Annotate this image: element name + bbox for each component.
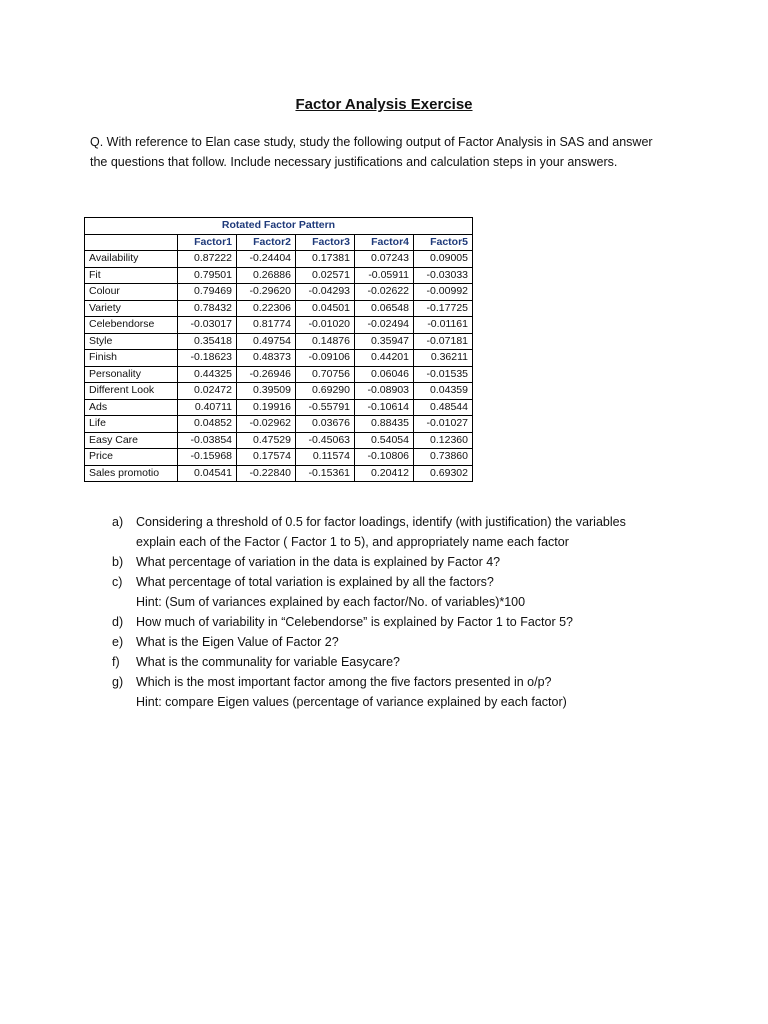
question-text-line: What percentage of total variation is explained by all the factors? bbox=[136, 575, 494, 589]
loading-value-cell: -0.05911 bbox=[355, 267, 414, 284]
loading-value-cell: 0.40711 bbox=[178, 399, 237, 416]
loading-value-cell: 0.79501 bbox=[178, 267, 237, 284]
question-label: d) bbox=[112, 615, 124, 629]
variable-name-cell: Colour bbox=[85, 284, 178, 301]
table-row bbox=[85, 333, 473, 350]
loading-value-cell: -0.55791 bbox=[296, 399, 355, 416]
loading-value-cell: -0.08903 bbox=[355, 383, 414, 400]
loading-value-cell: 0.04359 bbox=[414, 383, 473, 400]
loading-value-cell: 0.44325 bbox=[178, 366, 237, 383]
loading-value-cell: 0.47529 bbox=[237, 432, 296, 449]
variable-name-cell: Personality bbox=[85, 366, 178, 383]
loading-value-cell: 0.02571 bbox=[296, 267, 355, 284]
rotated-factor-table bbox=[84, 217, 473, 482]
loading-value-cell: 0.19916 bbox=[237, 399, 296, 416]
loading-value-cell: 0.49754 bbox=[237, 333, 296, 350]
column-header: Factor2 bbox=[237, 234, 296, 251]
loading-value-cell: 0.88435 bbox=[355, 416, 414, 433]
question-label: f) bbox=[112, 655, 120, 669]
loading-value-cell: 0.17381 bbox=[296, 251, 355, 268]
table-row bbox=[85, 284, 473, 301]
loading-value-cell: 0.22306 bbox=[237, 300, 296, 317]
loading-value-cell: 0.14876 bbox=[296, 333, 355, 350]
question-list bbox=[112, 512, 672, 712]
table-row bbox=[85, 317, 473, 334]
loading-value-cell: -0.18623 bbox=[178, 350, 237, 367]
question-intro bbox=[90, 132, 690, 172]
loading-value-cell: 0.48544 bbox=[414, 399, 473, 416]
loading-value-cell: 0.07243 bbox=[355, 251, 414, 268]
question-item bbox=[112, 572, 672, 612]
loading-value-cell: 0.44201 bbox=[355, 350, 414, 367]
loading-value-cell: -0.00992 bbox=[414, 284, 473, 301]
loading-value-cell: 0.12360 bbox=[414, 432, 473, 449]
table-row bbox=[85, 465, 473, 482]
question-text-line: Considering a threshold of 0.5 for factor loadings, identify (with justification) the variables bbox=[136, 515, 626, 529]
loading-value-cell: 0.06548 bbox=[355, 300, 414, 317]
column-header: Factor3 bbox=[296, 234, 355, 251]
question-text-line: Hint: (Sum of variances explained by each factor/No. of variables)*100 bbox=[136, 595, 526, 609]
table-row bbox=[85, 267, 473, 284]
loading-value-cell: 0.20412 bbox=[355, 465, 414, 482]
variable-name-cell: Availability bbox=[85, 251, 178, 268]
loading-value-cell: 0.73860 bbox=[414, 449, 473, 466]
question-label: e) bbox=[112, 635, 124, 649]
table-caption: Rotated Factor Pattern bbox=[85, 218, 473, 235]
question-line: the questions that follow. Include necessary justifications and calculation steps in your answers. bbox=[90, 155, 618, 169]
question-label: a) bbox=[112, 515, 124, 529]
loading-value-cell: -0.45063 bbox=[296, 432, 355, 449]
loading-value-cell: 0.04541 bbox=[178, 465, 237, 482]
loading-value-cell: -0.01535 bbox=[414, 366, 473, 383]
column-header: Factor4 bbox=[355, 234, 414, 251]
question-text-line: What is the communality for variable Easycare? bbox=[136, 655, 400, 669]
question-text-line: explain each of the Factor ( Factor 1 to 5), and appropriately name each factor bbox=[136, 535, 569, 549]
variable-name-cell: Variety bbox=[85, 300, 178, 317]
loading-value-cell: -0.29620 bbox=[237, 284, 296, 301]
loading-value-cell: 0.26886 bbox=[237, 267, 296, 284]
loading-value-cell: 0.79469 bbox=[178, 284, 237, 301]
page-title: Factor Analysis Exercise bbox=[295, 96, 473, 113]
table-corner bbox=[85, 234, 178, 251]
table-row bbox=[85, 432, 473, 449]
question-item bbox=[112, 632, 672, 652]
variable-name-cell: Celebendorse bbox=[85, 317, 178, 334]
variable-name-cell: Ads bbox=[85, 399, 178, 416]
question-label: b) bbox=[112, 555, 124, 569]
loading-value-cell: 0.48373 bbox=[237, 350, 296, 367]
question-item bbox=[112, 652, 672, 672]
loading-value-cell: -0.09106 bbox=[296, 350, 355, 367]
loading-value-cell: 0.35947 bbox=[355, 333, 414, 350]
table-row bbox=[85, 449, 473, 466]
loading-value-cell: -0.01020 bbox=[296, 317, 355, 334]
variable-name-cell: Finish bbox=[85, 350, 178, 367]
loading-value-cell: -0.07181 bbox=[414, 333, 473, 350]
loading-value-cell: -0.03017 bbox=[178, 317, 237, 334]
question-item bbox=[112, 552, 672, 572]
question-text-line: What percentage of variation in the data is explained by Factor 4? bbox=[136, 555, 501, 569]
loading-value-cell: -0.15968 bbox=[178, 449, 237, 466]
loading-value-cell: -0.02494 bbox=[355, 317, 414, 334]
loading-value-cell: 0.39509 bbox=[237, 383, 296, 400]
table-header-row bbox=[85, 234, 473, 251]
loading-value-cell: 0.11574 bbox=[296, 449, 355, 466]
question-item bbox=[112, 612, 672, 632]
variable-name-cell: Life bbox=[85, 416, 178, 433]
loading-value-cell: -0.02962 bbox=[237, 416, 296, 433]
loading-value-cell: -0.22840 bbox=[237, 465, 296, 482]
column-header: Factor5 bbox=[414, 234, 473, 251]
loading-value-cell: 0.36211 bbox=[414, 350, 473, 367]
loading-value-cell: -0.26946 bbox=[237, 366, 296, 383]
question-item bbox=[112, 512, 672, 552]
loading-value-cell: -0.02622 bbox=[355, 284, 414, 301]
loading-value-cell: -0.03854 bbox=[178, 432, 237, 449]
loading-value-cell: 0.69290 bbox=[296, 383, 355, 400]
loading-value-cell: 0.04501 bbox=[296, 300, 355, 317]
loading-value-cell: 0.35418 bbox=[178, 333, 237, 350]
table-row bbox=[85, 416, 473, 433]
table-row bbox=[85, 300, 473, 317]
table-row bbox=[85, 383, 473, 400]
table-row bbox=[85, 251, 473, 268]
variable-name-cell: Sales promotio bbox=[85, 465, 178, 482]
variable-name-cell: Fit bbox=[85, 267, 178, 284]
loading-value-cell: -0.24404 bbox=[237, 251, 296, 268]
question-text-line: Hint: compare Eigen values (percentage of variance explained by each factor) bbox=[136, 695, 567, 709]
question-item bbox=[112, 672, 672, 712]
loading-value-cell: -0.17725 bbox=[414, 300, 473, 317]
variable-name-cell: Different Look bbox=[85, 383, 178, 400]
table-row bbox=[85, 350, 473, 367]
question-label: c) bbox=[112, 575, 123, 589]
loading-value-cell: 0.09005 bbox=[414, 251, 473, 268]
question-text-line: What is the Eigen Value of Factor 2? bbox=[136, 635, 339, 649]
loading-value-cell: -0.01027 bbox=[414, 416, 473, 433]
loading-value-cell: 0.02472 bbox=[178, 383, 237, 400]
loading-value-cell: -0.10806 bbox=[355, 449, 414, 466]
loading-value-cell: -0.01161 bbox=[414, 317, 473, 334]
loading-value-cell: -0.15361 bbox=[296, 465, 355, 482]
loading-value-cell: 0.78432 bbox=[178, 300, 237, 317]
loading-value-cell: 0.06046 bbox=[355, 366, 414, 383]
loading-value-cell: 0.04852 bbox=[178, 416, 237, 433]
variable-name-cell: Style bbox=[85, 333, 178, 350]
table-row bbox=[85, 366, 473, 383]
loading-value-cell: 0.87222 bbox=[178, 251, 237, 268]
loading-value-cell: 0.54054 bbox=[355, 432, 414, 449]
question-line: Q. With reference to Elan case study, study the following output of Factor Analysis in SAS and answer bbox=[90, 135, 653, 149]
question-text-line: Which is the most important factor among the five factors presented in o/p? bbox=[136, 675, 552, 689]
variable-name-cell: Easy Care bbox=[85, 432, 178, 449]
loading-value-cell: -0.03033 bbox=[414, 267, 473, 284]
question-label: g) bbox=[112, 675, 124, 689]
loading-value-cell: -0.04293 bbox=[296, 284, 355, 301]
loading-value-cell: 0.69302 bbox=[414, 465, 473, 482]
question-text-line: How much of variability in “Celebendorse” is explained by Factor 1 to Factor 5? bbox=[136, 615, 574, 629]
loading-value-cell: 0.81774 bbox=[237, 317, 296, 334]
loading-value-cell: -0.10614 bbox=[355, 399, 414, 416]
loading-value-cell: 0.17574 bbox=[237, 449, 296, 466]
loading-value-cell: 0.03676 bbox=[296, 416, 355, 433]
table-row bbox=[85, 399, 473, 416]
variable-name-cell: Price bbox=[85, 449, 178, 466]
loading-value-cell: 0.70756 bbox=[296, 366, 355, 383]
column-header: Factor1 bbox=[178, 234, 237, 251]
